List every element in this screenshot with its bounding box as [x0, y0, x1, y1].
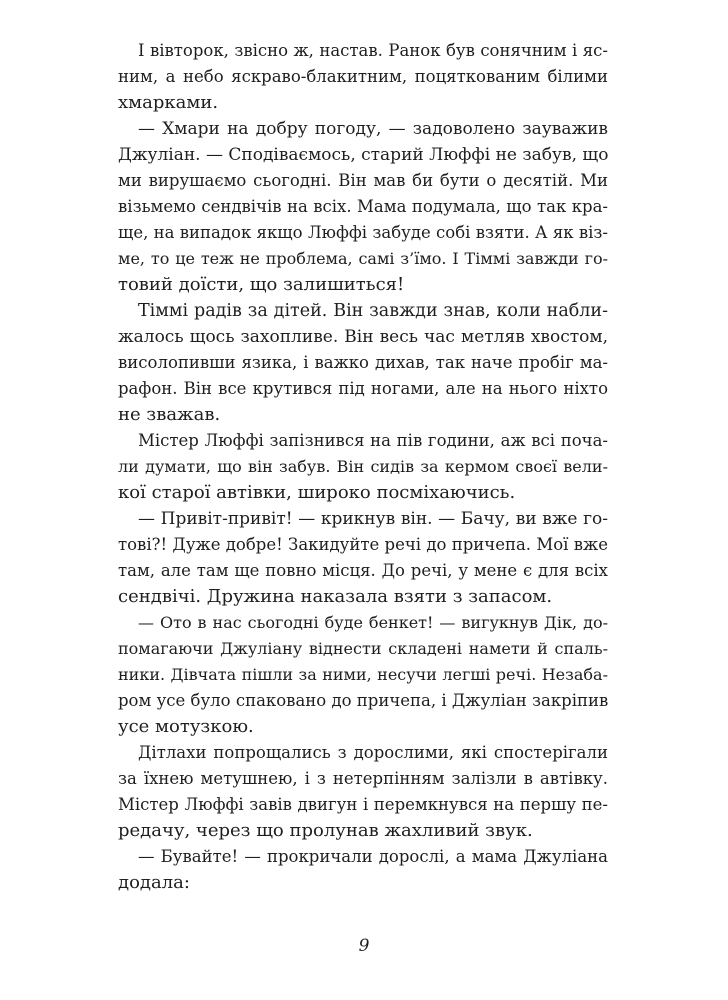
page-number: 9 [358, 936, 370, 956]
text-line: редачу, через що пролунав жахливий звук. [118, 820, 533, 841]
text-line: — Хмари на добру погоду, — задоволено зауважив [138, 119, 608, 139]
text-line: ще, на випадок якщо Люффі забуде собі взяти. А як віз- [118, 223, 608, 242]
text-line: — Ото в нас сьогодні буде бенкет! — вигукнув Дік, до- [138, 613, 608, 632]
text-line: ним, а небо яскраво-блакитним, поцяткованим білими [118, 67, 608, 86]
text-line: сендвічі. Дружина наказала взяти з запасом. [118, 586, 553, 607]
text-line: рафон. Він все крутився під ногами, але на нього ніхто [118, 379, 608, 398]
text-line: жалось щось захопливе. Він весь час метляв хвостом, [118, 327, 608, 347]
text-line: товий доїсти, що залишиться! [118, 274, 405, 295]
text-line: Містер Люффі запізнився на пів години, аж всі поча- [138, 431, 608, 450]
text-line: висолопивши язика, і важко дихав, так наче пробіг ма- [118, 353, 608, 372]
text-line: — Бувайте! — прокричали дорослі, а мама Джуліана [138, 847, 608, 866]
text-line: Джуліан. — Сподіваємось, старий Люффі не забув, що [118, 145, 608, 165]
text-line: усе мотузкою. [118, 716, 254, 737]
text-line: — Привіт-привіт! — крикнув він. — Бачу, ви вже го- [138, 509, 608, 529]
text-line: не зважав. [118, 404, 221, 425]
text-line: Дітлахи попрощались з дорослими, які спостерігали [138, 743, 608, 762]
text-line: хмарками. [118, 92, 219, 113]
text-line: ме, то це теж не проблема, самі з’їмо. І Тіммі завжди го- [118, 249, 608, 268]
text-line: тові?! Дуже добре! Закидуйте речі до причепа. Мої вже [118, 535, 608, 554]
text-line: кої старої автівки, широко посміхаючись. [118, 482, 516, 503]
text-line: ром усе було спаковано до причепа, і Джуліан закріпив [118, 691, 608, 710]
text-line: І вівторок, звісно ж, настав. Ранок був сонячним і яс- [138, 41, 608, 60]
text-line: ми вирушаємо сьогодні. Він мав би бути о десятій. Ми [118, 171, 608, 190]
text-line: там, але там ще повно місця. До речі, у мене є для всіх [118, 561, 608, 580]
text-line: ли думати, що він забув. Він сидів за кермом своєї вели- [118, 457, 608, 476]
text-line: Містер Люффі завів двигун і перемкнувся на першу пе- [118, 795, 608, 814]
text-line: Тіммі радів за дітей. Він завжди знав, коли набли- [138, 301, 608, 321]
text-line: додала: [118, 872, 190, 893]
text-line: візьмемо сендвічів на всіх. Мама подумала, що так кра- [118, 197, 608, 216]
body-text [118, 38, 608, 896]
text-line: ники. Дівчата пішли за ними, несучи легші речі. Незаба- [118, 665, 608, 684]
text-line: помагаючи Джуліану віднести складені намети й спаль- [118, 639, 608, 658]
text-line: за їхнею метушнею, і з нетерпінням залізли в автівку. [118, 769, 608, 788]
